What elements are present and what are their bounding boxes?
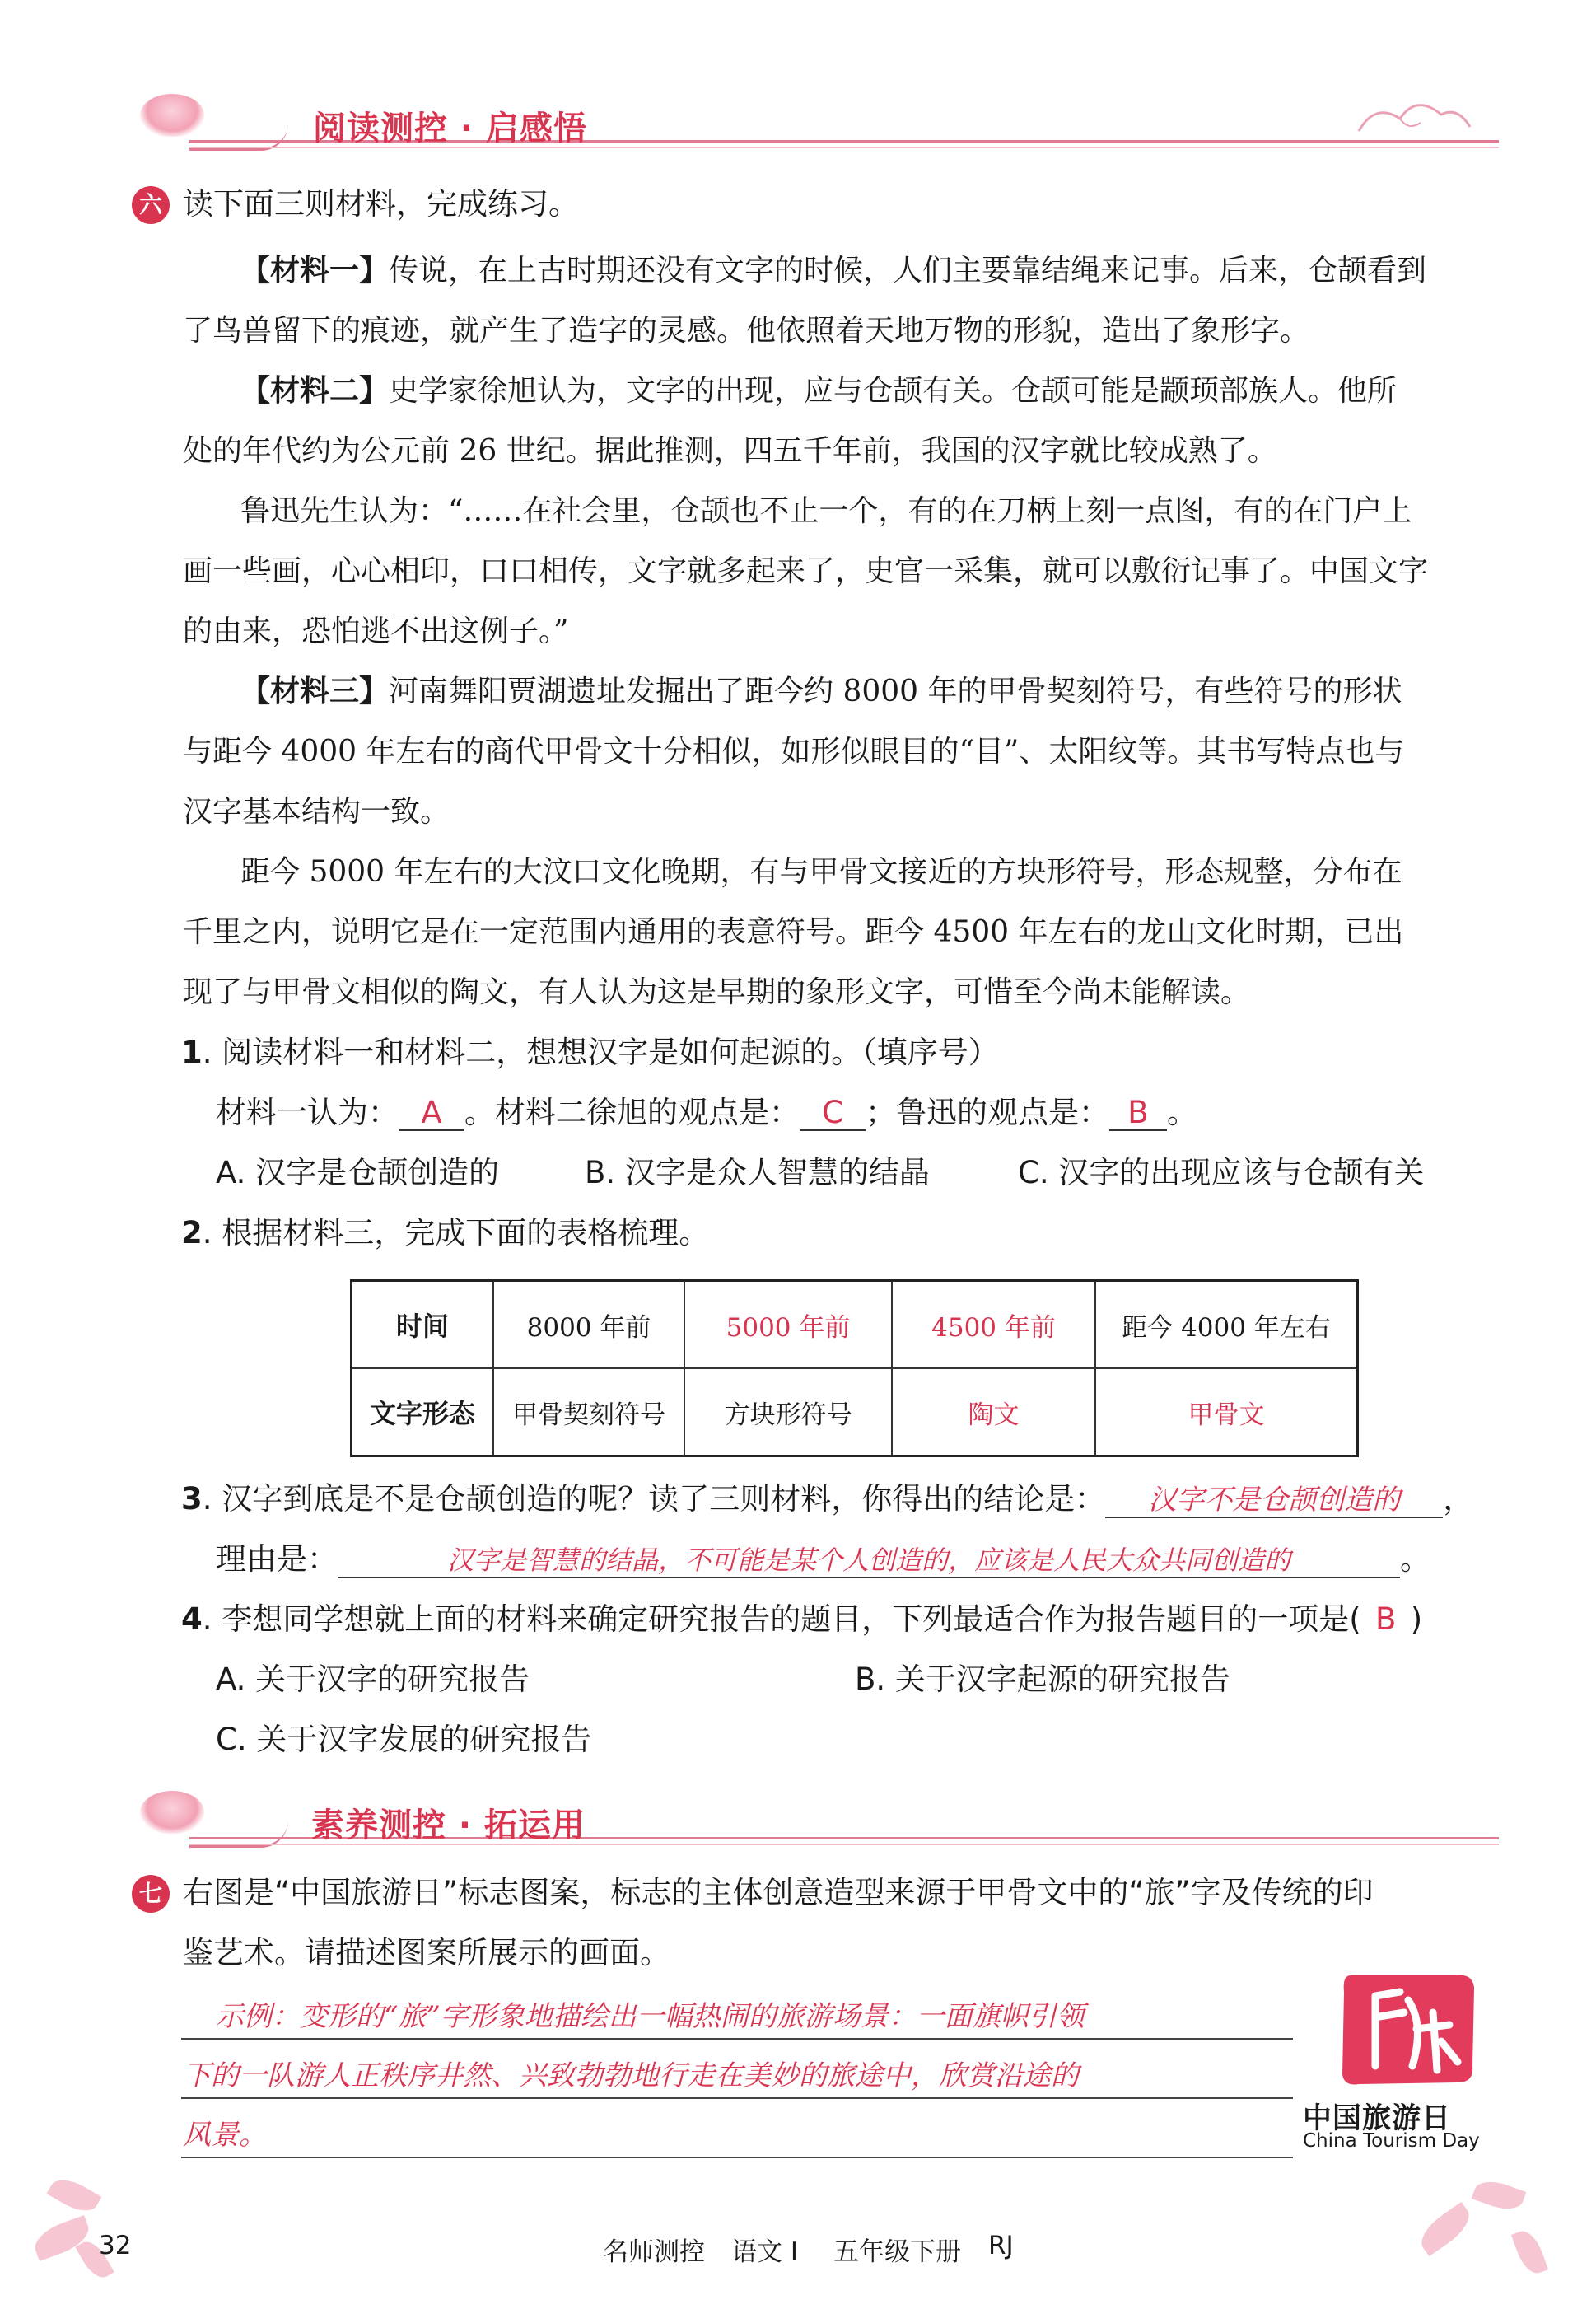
material-two-line-1: 【材料二】史学家徐旭认为，文字的出现，应与仓颉有关。仓颉可能是颛顼部族人。他所 [240, 374, 1398, 408]
sub-question-3: 3. 汉字到底是不是仓颉创造的呢？读了三则材料，你得出的结论是： 汉字不是仓颉创造的 ， [181, 1481, 1474, 1517]
table-row-time [352, 1281, 1358, 1369]
table-cell-answer: 甲骨文 [1095, 1368, 1358, 1456]
section-title: 阅读测控 · 启感悟 [313, 110, 588, 147]
answer-blank-1[interactable]: A [399, 1096, 464, 1131]
reason-blank[interactable]: 汉字是智慧的结晶，不可能是某个人创造的，应该是人民大众共同创造的 [338, 1544, 1400, 1578]
paragraph-four-line-1: 距今 5000 年左右的大汶口文化晚期，有与甲骨文接近的方块形符号，形态规整，分布在 [240, 855, 1402, 889]
material-three-line-3: 汉字基本结构一致。 [183, 795, 450, 829]
sub4-option-b: B. 关于汉字起源的研究报告 [855, 1662, 1230, 1697]
material-three-line-1: 【材料三】河南舞阳贾湖遗址发掘出了距今约 8000 年的甲骨契刻符号，有些符号的形状 [240, 675, 1402, 708]
question-prompt: 读下面三则材料，完成练习。 [183, 186, 579, 222]
writing-line-2 [181, 2097, 1293, 2099]
reason-line: 理由是： 汉字是智慧的结晶，不可能是某个人创造的，应该是人民大众共同创造的 。 [216, 1541, 1430, 1577]
question-seven-line-1: 右图是“中国旅游日”标志图案，标志的主体创意造型来源于甲骨文中的“旅”字及传统的印 [183, 1875, 1374, 1910]
table-cell: 8000 年前 [493, 1281, 684, 1369]
page-number: 32 [99, 2231, 132, 2260]
material-one-line-2: 了鸟兽留下的痕迹，就产生了造字的灵感。他依照着天地万物的形貌，造出了象形字。 [183, 314, 1310, 348]
section-title: 素养测控 · 拓运用 [311, 1807, 586, 1844]
material-three-line-2: 与距今 4000 年左右的商代甲骨文十分相似，如形似眼目的“目”、太阳纹等。其书写特点也与 [183, 735, 1405, 769]
answer-blank-3[interactable]: B [1109, 1096, 1167, 1131]
table-header-form: 文字形态 [352, 1368, 494, 1456]
table-cell-answer: 5000 年前 [684, 1281, 892, 1369]
table-header-time: 时间 [352, 1281, 494, 1369]
table-cell: 距今 4000 年左右 [1095, 1281, 1358, 1369]
sub1-option-a: A. 汉字是仓颉创造的 [216, 1155, 500, 1190]
sub-question-1-answer-line: 材料一认为： A 。材料二徐旭的观点是： C ；鲁迅的观点是： B 。 [216, 1095, 1197, 1130]
answer-blank-2[interactable]: C [800, 1096, 866, 1131]
logo-english-title: China Tourism Day [1303, 2130, 1480, 2152]
table-cell: 方块形符号 [684, 1368, 892, 1456]
answer-line-1: 示例：变形的“旅”字形象地描绘出一幅热闹的旅游场景：一面旗帜引领 [216, 2000, 1085, 2033]
table-cell-answer: 4500 年前 [892, 1281, 1095, 1369]
paragraph-four-line-3: 现了与甲骨文相似的陶文，有人认为这是早期的象形文字，可惜至今尚未能解读。 [183, 975, 1251, 1009]
table-row-form [352, 1368, 1358, 1456]
petal-decoration [47, 2172, 102, 2218]
petal-decoration [1472, 2176, 1527, 2216]
section-banner-reading [124, 97, 1499, 163]
footer-edition: RJ [988, 2231, 1014, 2260]
question-marker-seven: 七 [132, 1875, 170, 1913]
sub-question-2: 2. 根据材料三，完成下面的表格梳理。 [181, 1215, 710, 1250]
footer-book-title: 名师测控 [603, 2237, 705, 2267]
luxun-quote-line-1: 鲁迅先生认为：“……在社会里，仓颉也不止一个，有的在刀柄上刻一点图，有的在门户上 [240, 494, 1412, 528]
summary-table [350, 1279, 1359, 1457]
material-two-line-2: 处的年代约为公元前 26 世纪。据此推测，四五千年前，我国的汉字就比较成熟了。 [183, 434, 1277, 468]
writing-line-1 [181, 2038, 1293, 2040]
luxun-quote-line-2: 画一些画，心心相印，口口相传，文字就多起来了，史官一采集，就可以敷衍记事了。中国文字 [183, 554, 1429, 588]
question-seven-line-2: 鉴艺术。请描述图案所展示的画面。 [183, 1935, 670, 1970]
sub1-option-b: B. 汉字是众人智慧的结晶 [585, 1155, 930, 1190]
footer-grade: 五年级下册 [833, 2237, 961, 2267]
sub-question-1: 1. 阅读材料一和材料二，想想汉字是如何起源的。（填序号） [181, 1035, 999, 1070]
cloud-ornament-icon [1351, 86, 1474, 143]
sub4-option-c: C. 关于汉字发展的研究报告 [216, 1722, 592, 1757]
petal-decoration [1511, 2227, 1548, 2277]
writing-line-3 [181, 2157, 1293, 2158]
answer-line-3: 风景。 [183, 2119, 267, 2152]
logo-chinese-title: 中国旅游日 [1303, 2102, 1452, 2135]
table-cell: 甲骨契刻符号 [493, 1368, 684, 1456]
sub4-option-a: A. 关于汉字的研究报告 [216, 1662, 530, 1697]
table-cell-answer: 陶文 [892, 1368, 1095, 1456]
footer-subject: 语文 Ⅰ [731, 2237, 798, 2267]
luxun-quote-line-3: 的由来，恐怕逃不出这例子。” [183, 615, 569, 648]
conclusion-blank[interactable]: 汉字不是仓颉创造的 [1105, 1484, 1443, 1518]
petal-decoration [1414, 2202, 1477, 2256]
question-marker-six: 六 [132, 186, 170, 224]
material-one-line-1: 【材料一】传说，在上古时期还没有文字的时候，人们主要靠结绳来记事。后来，仓颉看到 [240, 254, 1427, 287]
china-tourism-day-logo [1334, 1967, 1482, 2107]
answer-line-2: 下的一队游人正秩序井然、兴致勃勃地行走在美妙的旅途中，欣赏沿途的 [183, 2059, 1079, 2092]
paragraph-four-line-2: 千里之内，说明它是在一定范围内通用的表意符号。距今 4500 年左右的龙山文化时期，已出 [183, 915, 1404, 949]
sub1-option-c: C. 汉字的出现应该与仓颉有关 [1018, 1155, 1425, 1190]
choice-answer[interactable]: B [1375, 1601, 1397, 1637]
section-banner-literacy [124, 1794, 1499, 1860]
sub-question-4: 4. 李想同学想就上面的材料来确定研究报告的题目，下列最适合作为报告题目的一项是( B ) [181, 1601, 1423, 1637]
tourism-seal-icon [1334, 1967, 1482, 2091]
